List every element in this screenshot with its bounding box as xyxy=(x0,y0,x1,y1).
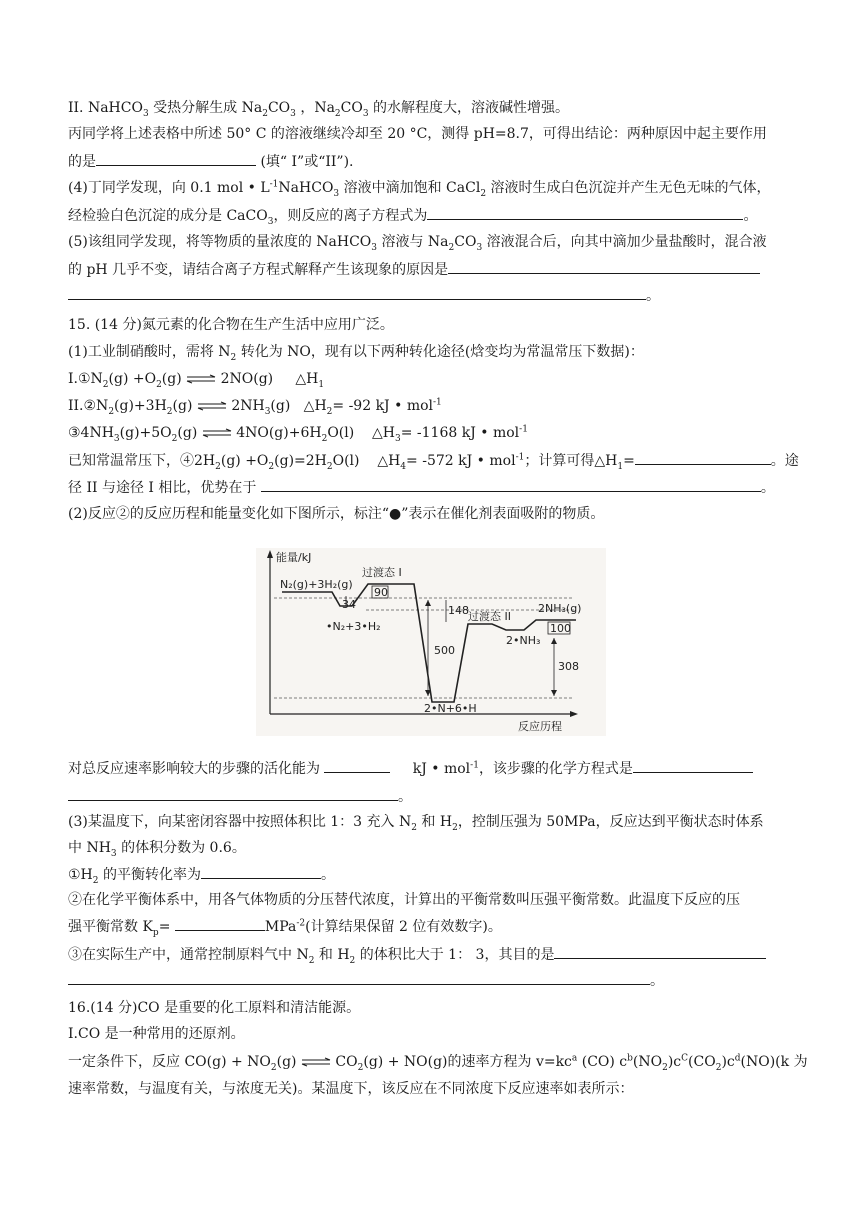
answer-blank[interactable] xyxy=(633,758,753,773)
value-100: 100 xyxy=(550,622,571,635)
reaction-1: $I.①N_2(g) +O_2(g)$ 2NO(g) $\triangle H_1$ xyxy=(68,371,325,390)
question-16-title: 16.(14 分)CO 是重要的化工原料和清洁能源。 xyxy=(68,1000,361,1016)
question-5-line: 的 pH 几乎不变，请结合离子方程式解释产生该现象的原因是 xyxy=(68,259,798,280)
text-line: ③在实际生产中，通常控制原料气中 $N_2$ 和 $H_2$ 的体积比大于 1： 3，其目的是 xyxy=(68,944,798,965)
reversible-arrow-icon xyxy=(186,375,216,383)
text-line: $①H_2$ 的平衡转化率为 。 xyxy=(68,864,798,885)
answer-blank[interactable] xyxy=(68,970,650,985)
question-15-title: 15. (14 分)氮元素的化合物在生产生活中应用广泛。 xyxy=(68,317,394,333)
question-5-line: (5)该组同学发现，将等物质的量浓度的 NaHCO$_3$ 溶液与 $Na_2CO_3$ 溶液混合后，向其中滴加少量盐酸时，混合液 xyxy=(68,234,767,253)
text-line: I.CO 是一种常用的还原剂。 xyxy=(68,1026,245,1042)
answer-blank[interactable] xyxy=(448,259,760,274)
answer-blank[interactable] xyxy=(635,450,771,465)
question-5-line: 。 xyxy=(68,285,798,306)
text-line: 丙同学将上述表格中所述 50° C 的溶液继续冷却至 20 °C，测得 pH=8.7，可得出结论：两种原因中起主要作用 xyxy=(68,126,767,142)
reversible-arrow-icon xyxy=(202,429,232,437)
answer-blank[interactable] xyxy=(261,477,761,492)
text-line: 的是 (填“ I”或“II”). xyxy=(68,151,798,172)
answer-blank[interactable] xyxy=(175,916,265,931)
reversible-arrow-icon xyxy=(301,1058,331,1066)
text-line: 对总反应速率影响较大的步骤的活化能为 kJ • mol$^{-1}$，该步骤的化学方程式是 xyxy=(68,758,798,779)
answer-blank[interactable] xyxy=(554,944,766,959)
ts1-label: 过渡态 I xyxy=(362,566,402,579)
answer-blank[interactable] xyxy=(68,285,646,300)
text-line: 已知常温常压下，$④2H_2(g) +O_2(g)=2H_2O(l)$ $\triangle H_4= -572$ kJ • mol$^{-1}$；计算可得$\triangle H_1=$ 。途 xyxy=(68,450,798,471)
start-label: N₂(g)+3H₂(g) xyxy=(280,578,353,591)
text-line: (2)反应②的反应历程和能量变化如下图所示，标注“●”表示在催化剂表面吸附的物质。 xyxy=(68,506,605,522)
x-axis-label: 反应历程 xyxy=(518,720,562,733)
y-axis-label: 能量/kJ xyxy=(276,551,312,564)
answer-blank[interactable] xyxy=(96,151,256,166)
text-line: 。 xyxy=(68,970,798,991)
value-308: 308 xyxy=(558,660,579,673)
value-34: 34 xyxy=(342,598,356,611)
value-90: 90 xyxy=(374,586,388,599)
text-line: 中 $NH_3$ 的体积分数为 0.6。 xyxy=(68,840,246,859)
answer-blank[interactable] xyxy=(201,864,321,879)
text-line: 强平衡常数 $K_p= MPa^{-2}$(计算结果保留 2 位有效数字)。 xyxy=(68,916,798,937)
text-line: 速率常数，与温度有关，与浓度无关)。某温度下，该反应在不同浓度下反应速率如表所示： xyxy=(68,1081,634,1097)
text-line: II. NaHCO$_3$ 受热分解生成 $Na_2CO_3$ ，$Na_2CO_3$ 的水解程度大，溶液碱性增强。 xyxy=(68,100,570,119)
text-line: 径 II 与途径 I 相比，优势在于 。 xyxy=(68,477,798,498)
rate-equation: 一定条件下，反应 $CO(g) + NO_2(g)$ $CO_2(g) + NO(g)$的速率方程为 $v=kc^a$ (CO) $c^b(NO_2)c^C(CO_2)c^d(NO)(k$ 为 xyxy=(68,1053,808,1073)
text-line: ②在化学平衡体系中，用各气体物质的分压替代浓度，计算出的平衡常数叫压强平衡常数。此温度下反应的压 xyxy=(68,892,740,908)
answer-blank[interactable] xyxy=(427,205,743,220)
value-500: 500 xyxy=(434,644,455,657)
text-line: (3)某温度下，向某密闭容器中按照体积比 1：3 充入 $N_2$ 和 $H_2$，控制压强为 50MPa，反应达到平衡状态时体系 xyxy=(68,814,764,833)
ts2-label: 过渡态 II xyxy=(468,610,511,623)
question-4-line: (4)丁同学发现，向 0.1 mol • $L^{-1}NaHCO_3$ 溶液中滴加饱和 CaCl$_2$ 溶液时生成白色沉淀并产生无色无味的气体， xyxy=(68,179,771,199)
question-4-line: 经检验白色沉淀的成分是 CaCO$_3$，则反应的离子方程式为 。 xyxy=(68,205,798,226)
reaction-3: $③4NH_3(g)+5O_2(g)$ $4NO(g)+6H_2O(l)$ $\triangle H_3= -1168$ kJ • mol$^{-1}$ xyxy=(68,424,528,444)
value-148: 148 xyxy=(448,604,469,617)
answer-blank[interactable] xyxy=(68,786,398,801)
text-line: (1)工业制硝酸时，需将 $N_2$ 转化为 NO，现有以下两种转化途径(焓变均为常温常压下数据)： xyxy=(68,344,644,363)
adsorbed3-label: 2•NH₃ xyxy=(506,634,541,647)
adsorbed1-label: •N₂+3•H₂ xyxy=(326,620,381,633)
reaction-2: $II.②N_2(g)+3H_2(g)$ $2NH_3(g)$ $\triangle H_2= -92$ kJ • mol$^{-1}$ xyxy=(68,397,442,417)
answer-blank[interactable] xyxy=(324,758,390,773)
reversible-arrow-icon xyxy=(197,402,227,410)
adsorbed2-label: 2•N+6•H xyxy=(424,702,477,715)
text-line: 。 xyxy=(68,786,798,807)
product-label: 2NH₃(g) xyxy=(538,602,582,615)
energy-diagram xyxy=(256,548,606,736)
